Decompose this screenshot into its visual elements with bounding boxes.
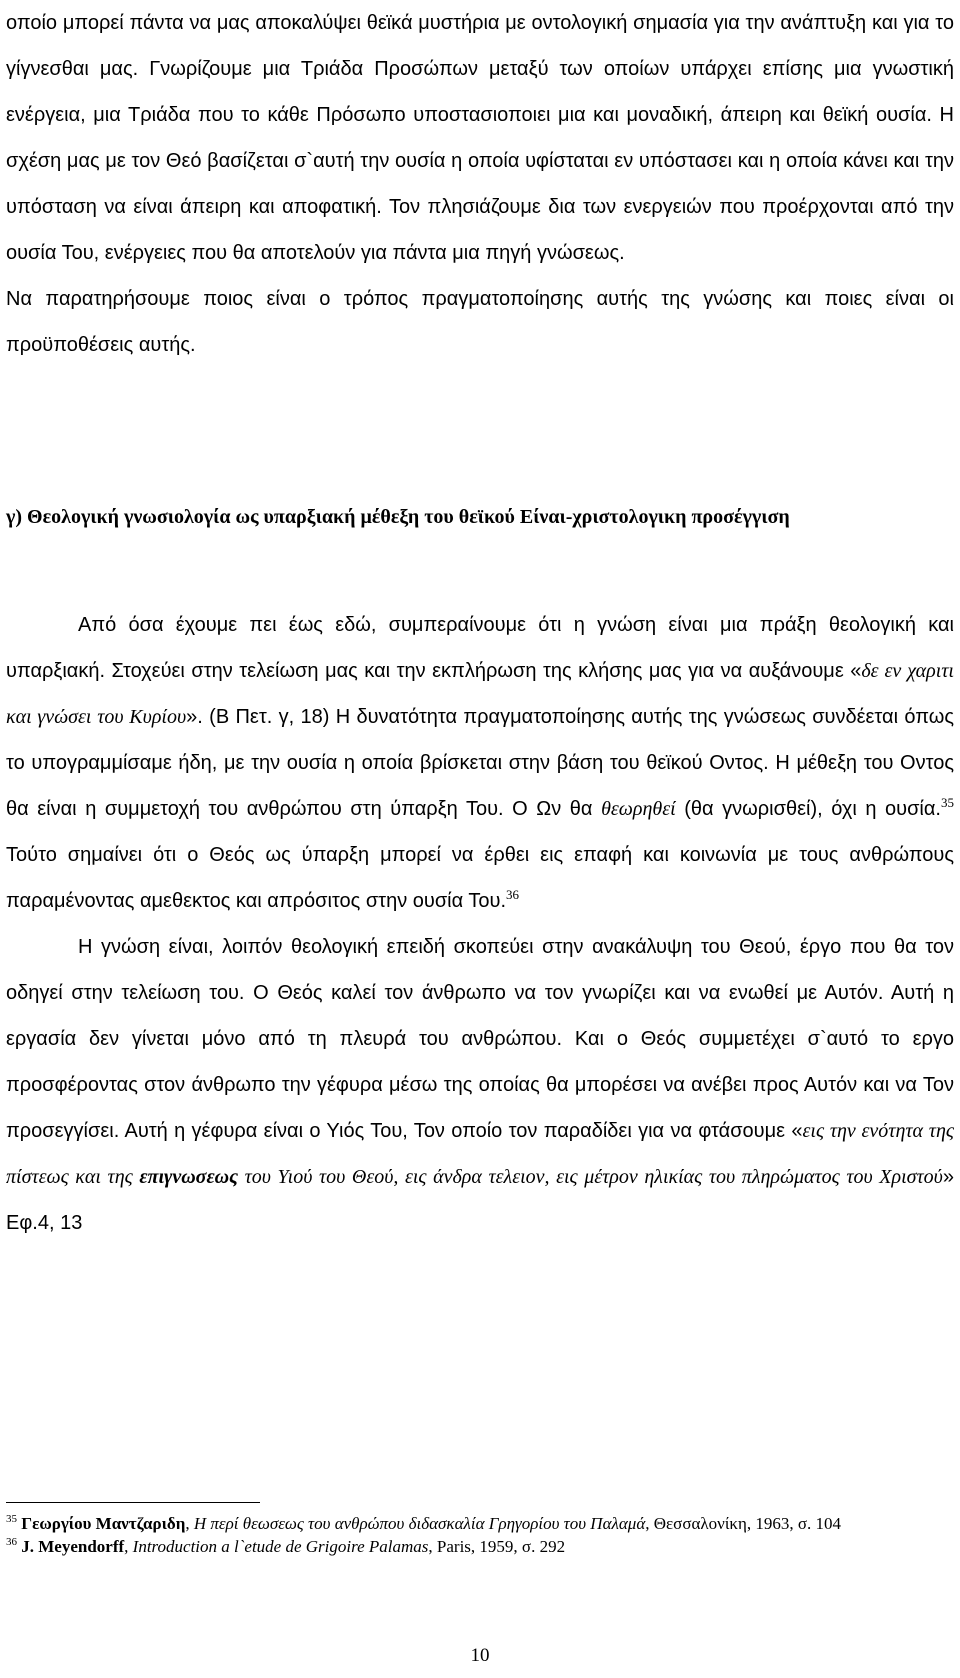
footnote-divider [6, 1502, 260, 1503]
footnote-ref-35[interactable]: 35 [941, 795, 954, 810]
quote-part-1: εις την ενότητα της πίστεως και της [6, 1120, 955, 1188]
footnote-number: 35 [6, 1513, 17, 1525]
paragraph-1-continuation: Να παρατηρήσουμε ποιος είναι ο τρόπος πραγματοποίησης αυτής της γνώσης και ποιες είναι οι προϋποθέσεις αυτής. [6, 288, 954, 356]
scripture-quote: δε εν χαριτι και γνώσει του Κυρίου [6, 660, 954, 728]
footnote-ref-36[interactable]: 36 [506, 887, 519, 902]
paragraph-2-part-c: (θα γνωρισθεί), όχι η ουσία. [675, 798, 941, 820]
footnote-36: $^{36}$ J. Meyendorff, Introduction a l`etude de Grigoire Palamas, Paris, 1959, σ. 292 [6, 1536, 566, 1556]
footnotes [6, 1512, 954, 1558]
footnote-title: Introduction a l`etude de Grigoire Palamas [132, 1537, 429, 1556]
paragraph-2-part-d: Τούτο σημαίνει ότι ο Θεός ως ύπαρξη μπορεί να έρθει εις επαφή και κοινωνία με τους ανθρώπους παραμένοντας αμεθεκτος και απρόσιτος στην ουσία Του. [6, 844, 954, 912]
footnote-details: , Paris, 1959, σ. 292 [428, 1537, 566, 1556]
page-number: 10 [470, 1645, 490, 1666]
paragraph-2-part-b: ». (Β Πετ. γ, 18) Η δυνατότητα πραγματοποίησης αυτής της γνώσεως συνδέεται όπως το υπογραμμίσαμε ήδη, με την ουσία η οποία βρίσκεται στην βάση του θεϊκού Οντος. Η μέθεξη του Οντος θα είναι η συμμετοχή του ανθρώπου στη ύπαρξη Του. Ο Ων θα [6, 706, 954, 820]
body-paragraph-2 [6, 602, 954, 1402]
quote-part-2: του Υιού του Θεού, εις άνδρα τελειον, εις μέτρον ηλικίας του πληρώματος του Χριστού [238, 1166, 943, 1188]
body-paragraph-1 [6, 0, 954, 460]
paragraph-2 [6, 602, 954, 924]
footnote-author: J. Meyendorff [21, 1537, 125, 1556]
quote-bold-term: επιγνωσεως [139, 1166, 239, 1188]
footnote-author: Γεωργίου Μαντζαριδη [21, 1514, 186, 1533]
paragraph-3-part-a: Η γνώση είναι, λοιπόν θεολογική επειδή σκοπεύει στην ανακάλυψη του Θεού, έργο που θα τον οδηγεί στην τελείωση του. Ο Θεός καλεί τον άνθρωπο να τον γνωρίζει και να ενωθεί με Αυτόν. Αυτή η εργασία δεν γίνεται μόνο από τη πλευρά του ανθρώπου. Και ο Θεός συμμετέχει σ`αυτό το εργο προσφέροντας στον άνθρωπο την γέφυρα μέσω της οποίας θα μπορέσει να ανέβει προς Αυτόν και να Τον προσεγγίσει. Αυτή η γέφυρα είναι ο Υιός Του, Τον οποίο τον παραδίδει για να φτάσουμε « [6, 936, 954, 1142]
scripture-reference: » Εφ.4, 13 [6, 1166, 954, 1234]
footnote-number: 36 [6, 1536, 17, 1548]
italic-term: θεωρηθεί [601, 798, 676, 820]
paragraph-3 [6, 924, 954, 1246]
section-heading: γ) Θεολογική γνωσιολογία ως υπαρξιακή μέθεξη του θεϊκού Είναι-χριστολογικη προσέγγιση [6, 506, 790, 528]
footnote-details: , Θεσσαλονίκη, 1963, σ. 104 [645, 1514, 842, 1533]
footnote-title: Η περί θεωσεως του ανθρώπου διδασκαλία Γρηγορίου του Παλαμά [193, 1514, 646, 1533]
paragraph-2-part-a: Από όσα έχουμε πει έως εδώ, συμπεραίνουμε ότι η γνώση είναι μια πράξη θεολογική και υπαρξιακή. Στοχεύει στην τελείωση μας και την εκπλήρωση της κλήσης μας για να αυξάνουμε « [6, 614, 954, 682]
footnote-35: $^{35}$ Γεωργίου Μαντζαριδη, Η περί θεωσεως του ανθρώπου διδασκαλία Γρηγορίου του Παλαμά, Θεσσαλονίκη, 1963, σ. 104 [6, 1513, 842, 1533]
paragraph-1-text: οποίο μπορεί πάντα να μας αποκαλύψει θεϊκά μυστήρια με οντολογική σημασία για την ανάπτυξη και για το γίγνεσθαι μας. Γνωρίζουμε μια Τριάδα Προσώπων μεταξύ των οποίων υπάρχει επίσης μια γνωστική ενέργεια, μια Τριάδα που το κάθε Πρόσωπο υποστασιοποιει μια και μοναδική, άπειρη και θεϊκή ουσία. Η σχέση μας με τον Θεό βασίζεται σ`αυτή την ουσία η οποία υφίσταται εν υπόστασει και η οποία κάνει και την υπόσταση να είναι άπειρη και αποφατική. Τον πλησιάζουμε δια των ενεργειών που προέρχονται από την ουσία Του, ενέργειες που θα αποτελούν για πάντα μια πηγή γνώσεως. [6, 12, 954, 264]
